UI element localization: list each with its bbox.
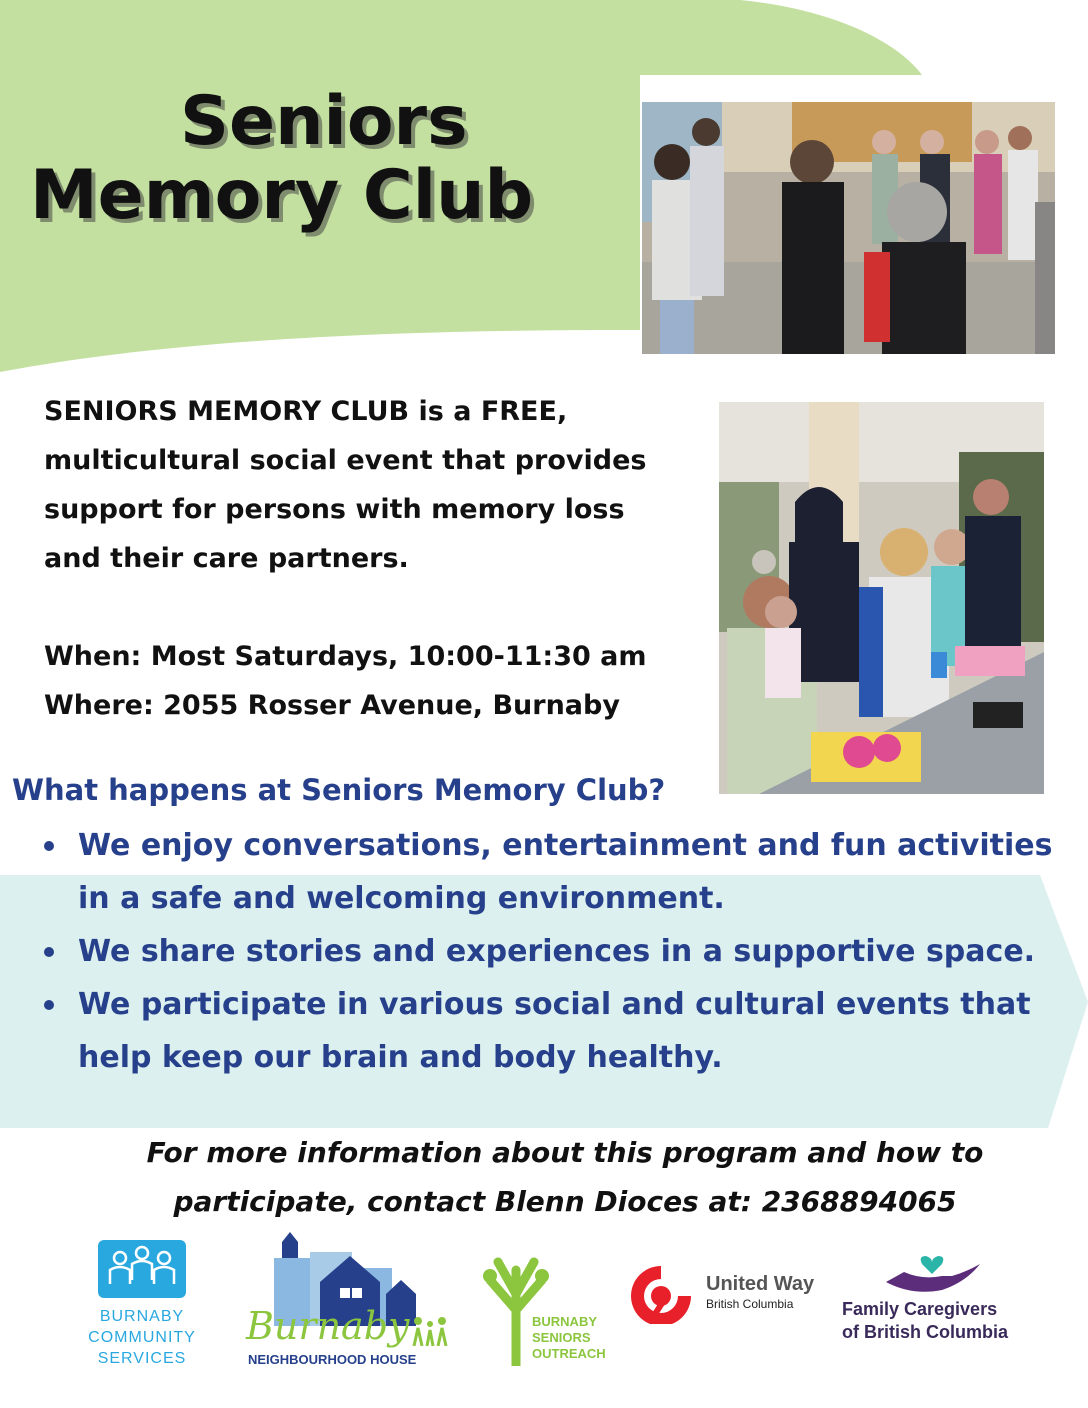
bso-line-2: SENIORS [532,1330,591,1345]
activities-list [14,819,1052,1084]
intro-text [44,387,647,730]
list-item-line: in a safe and welcoming environment. [78,881,725,916]
list-item-line: We enjoy conversations, entertainment and fun activities [78,828,1053,863]
bullet-dot-icon [44,947,54,957]
united-way-hand-icon [628,1264,694,1324]
united-way-logo [628,1264,828,1334]
bnh-script-name: Burnaby [246,1304,410,1348]
list-item-line: We share stories and experiences in a supportive space. [78,934,1036,969]
fcbc-line-2: of British Columbia [842,1322,1008,1342]
family-caregivers-logo [836,1252,1026,1352]
list-item-line: We participate in various social and cultural events that [78,987,1031,1022]
where-line: Where: 2055 Rosser Avenue, Burnaby [44,690,620,721]
list-item-line: help keep our brain and body healthy. [78,1040,723,1075]
group-clapping-photo [642,102,1055,354]
contact-line-2: participate, contact Blenn Dioces at: 2368894065 [173,1185,957,1218]
bcs-line-2: COMMUNITY [88,1329,196,1346]
burnaby-seniors-outreach-logo [476,1240,606,1370]
activities-heading: What happens at Seniors Memory Club? [12,773,666,807]
uw-line-2: British Columbia [706,1297,794,1311]
heart-hands-icon [882,1252,982,1296]
bnh-line-2: NEIGHBOURHOOD [248,1352,367,1367]
burnaby-neighbourhood-house-logo [244,1232,454,1372]
community-people-icon [98,1240,186,1298]
bso-line-1: BURNABY [532,1314,597,1329]
burnaby-community-services-logo [80,1240,204,1370]
intro-line-4: and their care partners. [44,543,409,574]
bcs-line-1: BURNABY [99,1308,185,1325]
family-figures-icon [410,1316,450,1346]
contact-line-1: For more information about this program and how to [146,1136,984,1169]
list-item [14,978,1052,1031]
intro-line-3: support for persons with memory loss [44,494,625,525]
title-line-2: Memory Club [30,156,534,235]
bcs-line-3: SERVICES [97,1350,187,1367]
list-item [14,925,1052,978]
contact-info [0,1128,1088,1226]
intro-line-1: SENIORS MEMORY CLUB is a FREE, [44,396,568,427]
bullet-dot-icon [44,841,54,851]
bnh-line-3: HOUSE [370,1352,417,1367]
list-item [14,819,1052,872]
bullet-dot-icon [44,1000,54,1010]
fcbc-line-1: Family Caregivers [842,1299,998,1319]
list-item-continuation [14,872,1052,925]
uw-line-1: United Way [706,1273,815,1295]
intro-spacer [44,583,647,632]
bso-line-3: OUTREACH [532,1346,606,1361]
intro-line-2: multicultural social event that provides [44,445,647,476]
when-line: When: Most Saturdays, 10:00-11:30 am [44,641,647,672]
list-item-continuation [14,1031,1052,1084]
title-line-1: Seniors [180,82,468,161]
craft-table-photo [719,402,1044,794]
